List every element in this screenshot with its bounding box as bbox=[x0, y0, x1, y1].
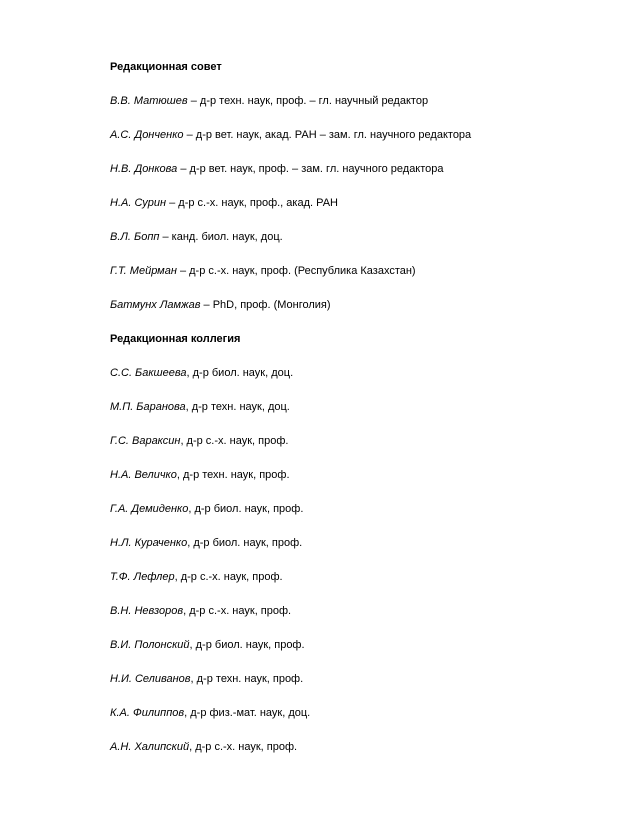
member-name: Г.Т. Мейрман bbox=[110, 265, 177, 277]
council-member bbox=[110, 162, 444, 176]
board-member bbox=[110, 604, 291, 618]
member-name: Н.А. Сурин bbox=[110, 197, 167, 209]
member-name: М.П. Баранова bbox=[110, 401, 186, 413]
member-details: – PhD, проф. (Монголия) bbox=[200, 299, 331, 311]
member-name: Н.А. Величко bbox=[110, 469, 177, 481]
board-member bbox=[110, 740, 297, 754]
member-details: – д-р вет. наук, акад. РАН – зам. гл. научного редактора bbox=[183, 129, 472, 141]
member-details: – д-р техн. наук, проф. – гл. научный редактор bbox=[187, 95, 429, 107]
member-name: В.В. Матюшев bbox=[110, 95, 188, 107]
member-name: Батмунх Ламжав bbox=[110, 299, 201, 311]
member-name: Н.И. Селиванов bbox=[110, 673, 191, 685]
board-member bbox=[110, 570, 283, 584]
member-details: , д-р физ.-мат. наук, доц. bbox=[184, 707, 311, 719]
member-details: – д-р с.-х. наук, проф. (Республика Казахстан) bbox=[176, 265, 416, 277]
member-details: , д-р с.-х. наук, проф. bbox=[183, 605, 292, 617]
member-name: Н.Л. Кураченко bbox=[110, 537, 188, 549]
member-details: , д-р техн. наук, доц. bbox=[185, 401, 290, 413]
board-member bbox=[110, 536, 302, 550]
member-details: , д-р техн. наук, проф. bbox=[176, 469, 290, 481]
member-name: С.С. Бакшеева bbox=[110, 367, 187, 379]
member-name: Г.А. Демиденко bbox=[110, 503, 189, 515]
member-name: В.Н. Невзоров bbox=[110, 605, 184, 617]
member-details: , д-р биол. наук, проф. bbox=[188, 503, 304, 515]
member-name: А.Н. Халипский bbox=[110, 741, 190, 753]
section-title-editorial-board: Редакционная коллегия bbox=[110, 333, 241, 345]
member-name: Т.Ф. Лефлер bbox=[110, 571, 175, 583]
member-name: Н.В. Донкова bbox=[110, 163, 178, 175]
member-details: , д-р с.-х. наук, проф. bbox=[180, 435, 289, 447]
member-name: А.С. Донченко bbox=[110, 129, 184, 141]
board-member bbox=[110, 400, 290, 414]
member-name: В.И. Полонский bbox=[110, 639, 190, 651]
member-name: В.Л. Бопп bbox=[110, 231, 160, 243]
council-member bbox=[110, 196, 338, 210]
member-details: – канд. биол. наук, доц. bbox=[159, 231, 283, 243]
council-member bbox=[110, 94, 428, 108]
council-member bbox=[110, 230, 283, 244]
board-member bbox=[110, 638, 305, 652]
council-member bbox=[110, 298, 331, 312]
member-name: К.А. Филиппов bbox=[110, 707, 185, 719]
member-details: , д-р биол. наук, проф. bbox=[187, 537, 303, 549]
member-details: , д-р биол. наук, проф. bbox=[189, 639, 305, 651]
board-member bbox=[110, 366, 293, 380]
member-name: Г.С. Вараксин bbox=[110, 435, 181, 447]
member-details: – д-р с.-х. наук, проф., акад. РАН bbox=[166, 197, 338, 209]
member-details: – д-р вет. наук, проф. – зам. гл. научного редактора bbox=[177, 163, 444, 175]
member-details: , д-р с.-х. наук, проф. bbox=[174, 571, 283, 583]
council-member bbox=[110, 128, 471, 142]
council-member bbox=[110, 264, 416, 278]
board-member bbox=[110, 502, 303, 516]
board-member bbox=[110, 434, 288, 448]
board-member bbox=[110, 706, 310, 720]
member-details: , д-р с.-х. наук, проф. bbox=[189, 741, 298, 753]
member-details: , д-р техн. наук, проф. bbox=[190, 673, 304, 685]
board-member bbox=[110, 468, 290, 482]
member-details: , д-р биол. наук, доц. bbox=[186, 367, 294, 379]
section-title-editorial-council: Редакционная совет bbox=[110, 61, 222, 73]
board-member bbox=[110, 672, 303, 686]
